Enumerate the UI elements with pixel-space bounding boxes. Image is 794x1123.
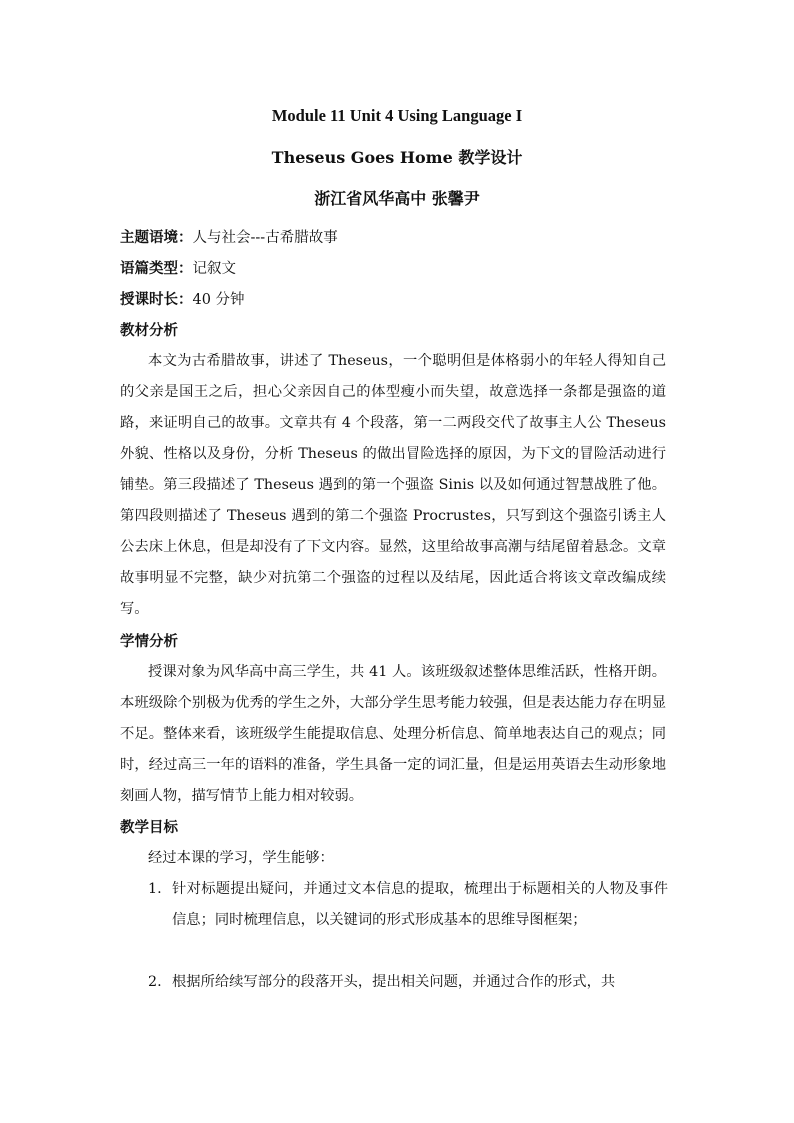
meta-duration [120,290,668,310]
paragraph-student-analysis: 授课对象为风华高中高三学生，共 41 人。该班级叙述整体思维活跃，性格开朗。本班级除个别极为优秀的学生之外，大部分学生思考能力较强，但是表达能力存在明显不足。整体来看，该班级学生能提取信息、处理分析信息、简单地表达自己的观点；同时，经过高三一年的语料的准备，学生具备一定的词汇量，但是运用英语去生动形象地刻画人物，描写情节上能力相对较弱。 [120,664,666,804]
meta-theme [120,228,668,248]
heading-material-analysis: 教材分析 [120,322,178,339]
goal-item [148,874,668,936]
heading-teaching-goals: 教学目标 [120,819,178,836]
paragraph-material-analysis: 本文为古希腊故事，讲述了 Theseus，一个聪明但是体格弱小的年轻人得知自己的父亲是国王之后，担心父亲因自己的体型瘦小而失望，故意选择一条都是强盗的道路，来证明自己的故事。文章共有 4 个段落，第一二两段交代了故事主人公 Theseus 外貌、性格以及身份，分析 Theseus 的做出冒险选择的原因，为下文的冒险活动进行铺垫。第三段描述了 Theseus 遇到的第一个强盗 Sinis 以及如何通过智慧战胜了他。第四段则描述了 Theseus 遇到的第二个强盗 Procrustes，只写到这个强盗引诱主人公去床上休息，但是却没有了下文内容。显然，这里给故事高潮与结尾留着悬念。文章故事明显不完整，缺少对抗第二个强盗的过程以及结尾，因此适合将该文章改编成续写。 [120,353,666,617]
meta-theme-label: 主题语境： [120,229,193,246]
goal-text: 根据所给续写部分的段落开头，提出相关问题，并通过合作的形式，共 [172,974,616,990]
meta-text-type-value: 记叙文 [192,261,236,277]
meta-duration-label: 授课时长： [120,291,193,308]
goal-number: 2. [148,974,162,990]
document-author: 浙江省风华高中 张馨尹 [314,189,480,208]
document-title-lesson: Theseus Goes Home 教学设计 [271,148,523,167]
goal-item [148,967,668,998]
goal-text: 针对标题提出疑问，并通过文本信息的提取，梳理出于标题相关的人物及事件信息；同时梳理信息，以关键词的形式形成基本的思维导图框架； [172,881,668,928]
heading-student-analysis: 学情分析 [120,633,178,650]
goal-number: 1. [148,881,162,897]
meta-duration-value: 40 分钟 [192,292,245,308]
meta-text-type-label: 语篇类型： [120,260,193,277]
goals-intro: 经过本课的学习，学生能够： [148,850,334,866]
meta-theme-value: 人与社会---古希腊故事 [192,230,338,246]
meta-text-type [120,259,668,279]
document-title-module: Module 11 Unit 4 Using Language I [271,106,523,125]
